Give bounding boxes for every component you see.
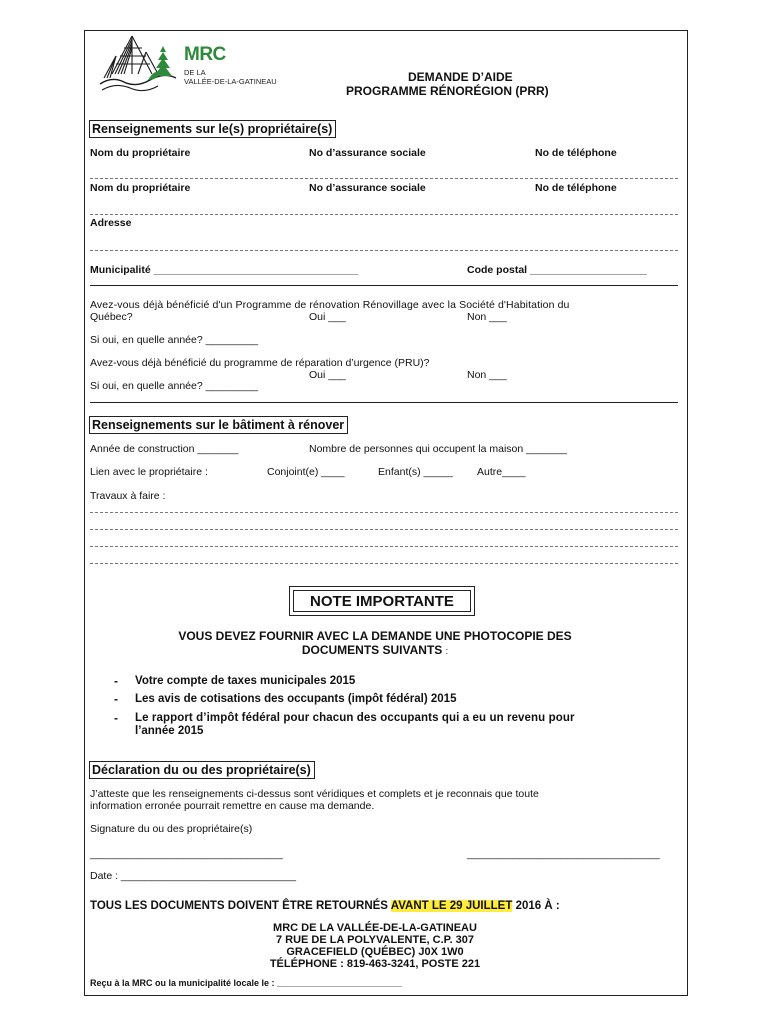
date-field[interactable]: Date : ______________________________ [90, 870, 297, 882]
mrc-logo [98, 34, 288, 94]
signature-label: Signature du ou des propriétaire(s) [90, 823, 253, 835]
owner2-name-label: Nom du propriétaire [90, 182, 191, 194]
return-instructions [90, 900, 560, 912]
q2-line: Avez-vous déjà bénéficié du programme de réparation d’urgence (PRU)? [90, 357, 430, 369]
owner2-phone-label: No de téléphone [535, 182, 617, 194]
note-bullet: - [114, 674, 118, 688]
owner2-sin-label: No d’assurance sociale [309, 182, 426, 194]
logo-line1: DE LA [184, 68, 206, 77]
signature-line-right[interactable]: _________________________________ [467, 848, 660, 860]
work-fill-line[interactable] [90, 563, 678, 564]
return-suffix: 2016 À : [515, 900, 560, 912]
note-title: NOTE IMPORTANTE [293, 590, 471, 612]
note-item: l’année 2015 [135, 725, 204, 737]
relation-child[interactable]: Enfant(s) _____ [378, 466, 453, 478]
relation-spouse[interactable]: Conjoint(e) ____ [267, 466, 345, 478]
note-bullet: - [114, 711, 118, 725]
logo-brand: MRC [184, 44, 226, 65]
work-fill-line[interactable] [90, 529, 678, 530]
q2-year[interactable]: Si oui, en quelle année? _________ [90, 380, 259, 392]
q1-year[interactable]: Si oui, en quelle année? _________ [90, 334, 259, 346]
q2-yes[interactable]: Oui ___ [309, 369, 346, 381]
form-title-line1: DEMANDE D’AIDE [408, 70, 513, 84]
logo-line2: VALLÉE-DE-LA-GATINEAU [184, 77, 277, 86]
return-prefix: TOUS LES DOCUMENTS DOIVENT ÊTRE RETOURNÉS [90, 900, 388, 912]
note-lead-line1: VOUS DEVEZ FOURNIR AVEC LA DEMANDE UNE PHOTOCOPIE DES [178, 629, 572, 643]
address-label: Adresse [90, 217, 132, 229]
work-label: Travaux à faire : [90, 490, 166, 502]
owner1-name-label: Nom du propriétaire [90, 147, 191, 159]
work-fill-line[interactable] [90, 512, 678, 513]
return-deadline: AVANT LE 29 JUILLET [390, 900, 513, 912]
note-item: Le rapport d’impôt fédéral pour chacun des occupants qui a eu un revenu pour [135, 712, 575, 724]
q1-yes[interactable]: Oui ___ [309, 311, 346, 323]
section-divider [90, 402, 678, 403]
note-item: Votre compte de taxes municipales 2015 [135, 675, 356, 687]
note-bullet: - [114, 692, 118, 706]
mrc-address-line3: GRACEFIELD (QUÉBEC) J0X 1W0 [286, 946, 464, 958]
q1-line1: Avez-vous déjà bénéficié d'un Programme de rénovation Rénovillage avec la Société d'Habitation du [90, 299, 570, 311]
declaration-text-line1: J’atteste que les renseignements ci-dessus sont véridiques et complets et je reconnais que toute [90, 788, 539, 800]
owner2-fill-line[interactable] [90, 214, 678, 215]
occupants-count[interactable]: Nombre de personnes qui occupent la maison _______ [309, 443, 568, 455]
note-lead-colon: : [445, 646, 449, 656]
relation-other[interactable]: Autre____ [477, 466, 526, 478]
tree-logo-icon [98, 34, 178, 92]
note-box [289, 586, 475, 616]
q2-no[interactable]: Non ___ [467, 369, 507, 381]
declaration-section-title: Déclaration du ou des propriétaire(s) [89, 761, 315, 779]
owner1-fill-line[interactable] [90, 178, 678, 179]
construction-year[interactable]: Année de construction _______ [90, 443, 239, 455]
note-lead-line2-text: DOCUMENTS SUIVANTS [301, 643, 443, 657]
declaration-text-line2: information erronée pourrait remettre en cause ma demande. [90, 800, 375, 812]
note-item: Les avis de cotisations des occupants (impôt fédéral) 2015 [135, 693, 457, 705]
owners-section-title: Renseignements sur le(s) propriétaire(s) [89, 120, 336, 138]
note-lead-line2 [90, 643, 660, 657]
address-fill-line[interactable] [90, 250, 678, 251]
q1-line2: Québec? [90, 311, 133, 323]
relation-label: Lien avec le propriétaire : [90, 466, 208, 478]
work-fill-line[interactable] [90, 546, 678, 547]
mrc-address-line2: 7 RUE DE LA POLYVALENTE, C.P. 307 [275, 934, 475, 946]
section-divider [90, 285, 678, 286]
municipality-label[interactable]: Municipalité ___________________________________ [90, 264, 358, 276]
building-section-title: Renseignements sur le bâtiment à rénover [89, 416, 348, 434]
postal-code-label[interactable]: Code postal ____________________ [467, 264, 647, 276]
received-date-field[interactable]: Reçu à la MRC ou la municipalité locale le : _________________________ [90, 978, 403, 988]
form-title-line2: PROGRAMME RÉNORÉGION (PRR) [346, 84, 549, 98]
owner1-sin-label: No d’assurance sociale [309, 147, 426, 159]
owner1-phone-label: No de téléphone [535, 147, 617, 159]
mrc-address-line4: TÉLÉPHONE : 819-463-3241, POSTE 221 [269, 958, 481, 970]
mrc-address-line1: MRC DE LA VALLÉE-DE-LA-GATINEAU [273, 922, 477, 934]
signature-line-left[interactable]: _________________________________ [90, 848, 283, 860]
q1-no[interactable]: Non ___ [467, 311, 507, 323]
